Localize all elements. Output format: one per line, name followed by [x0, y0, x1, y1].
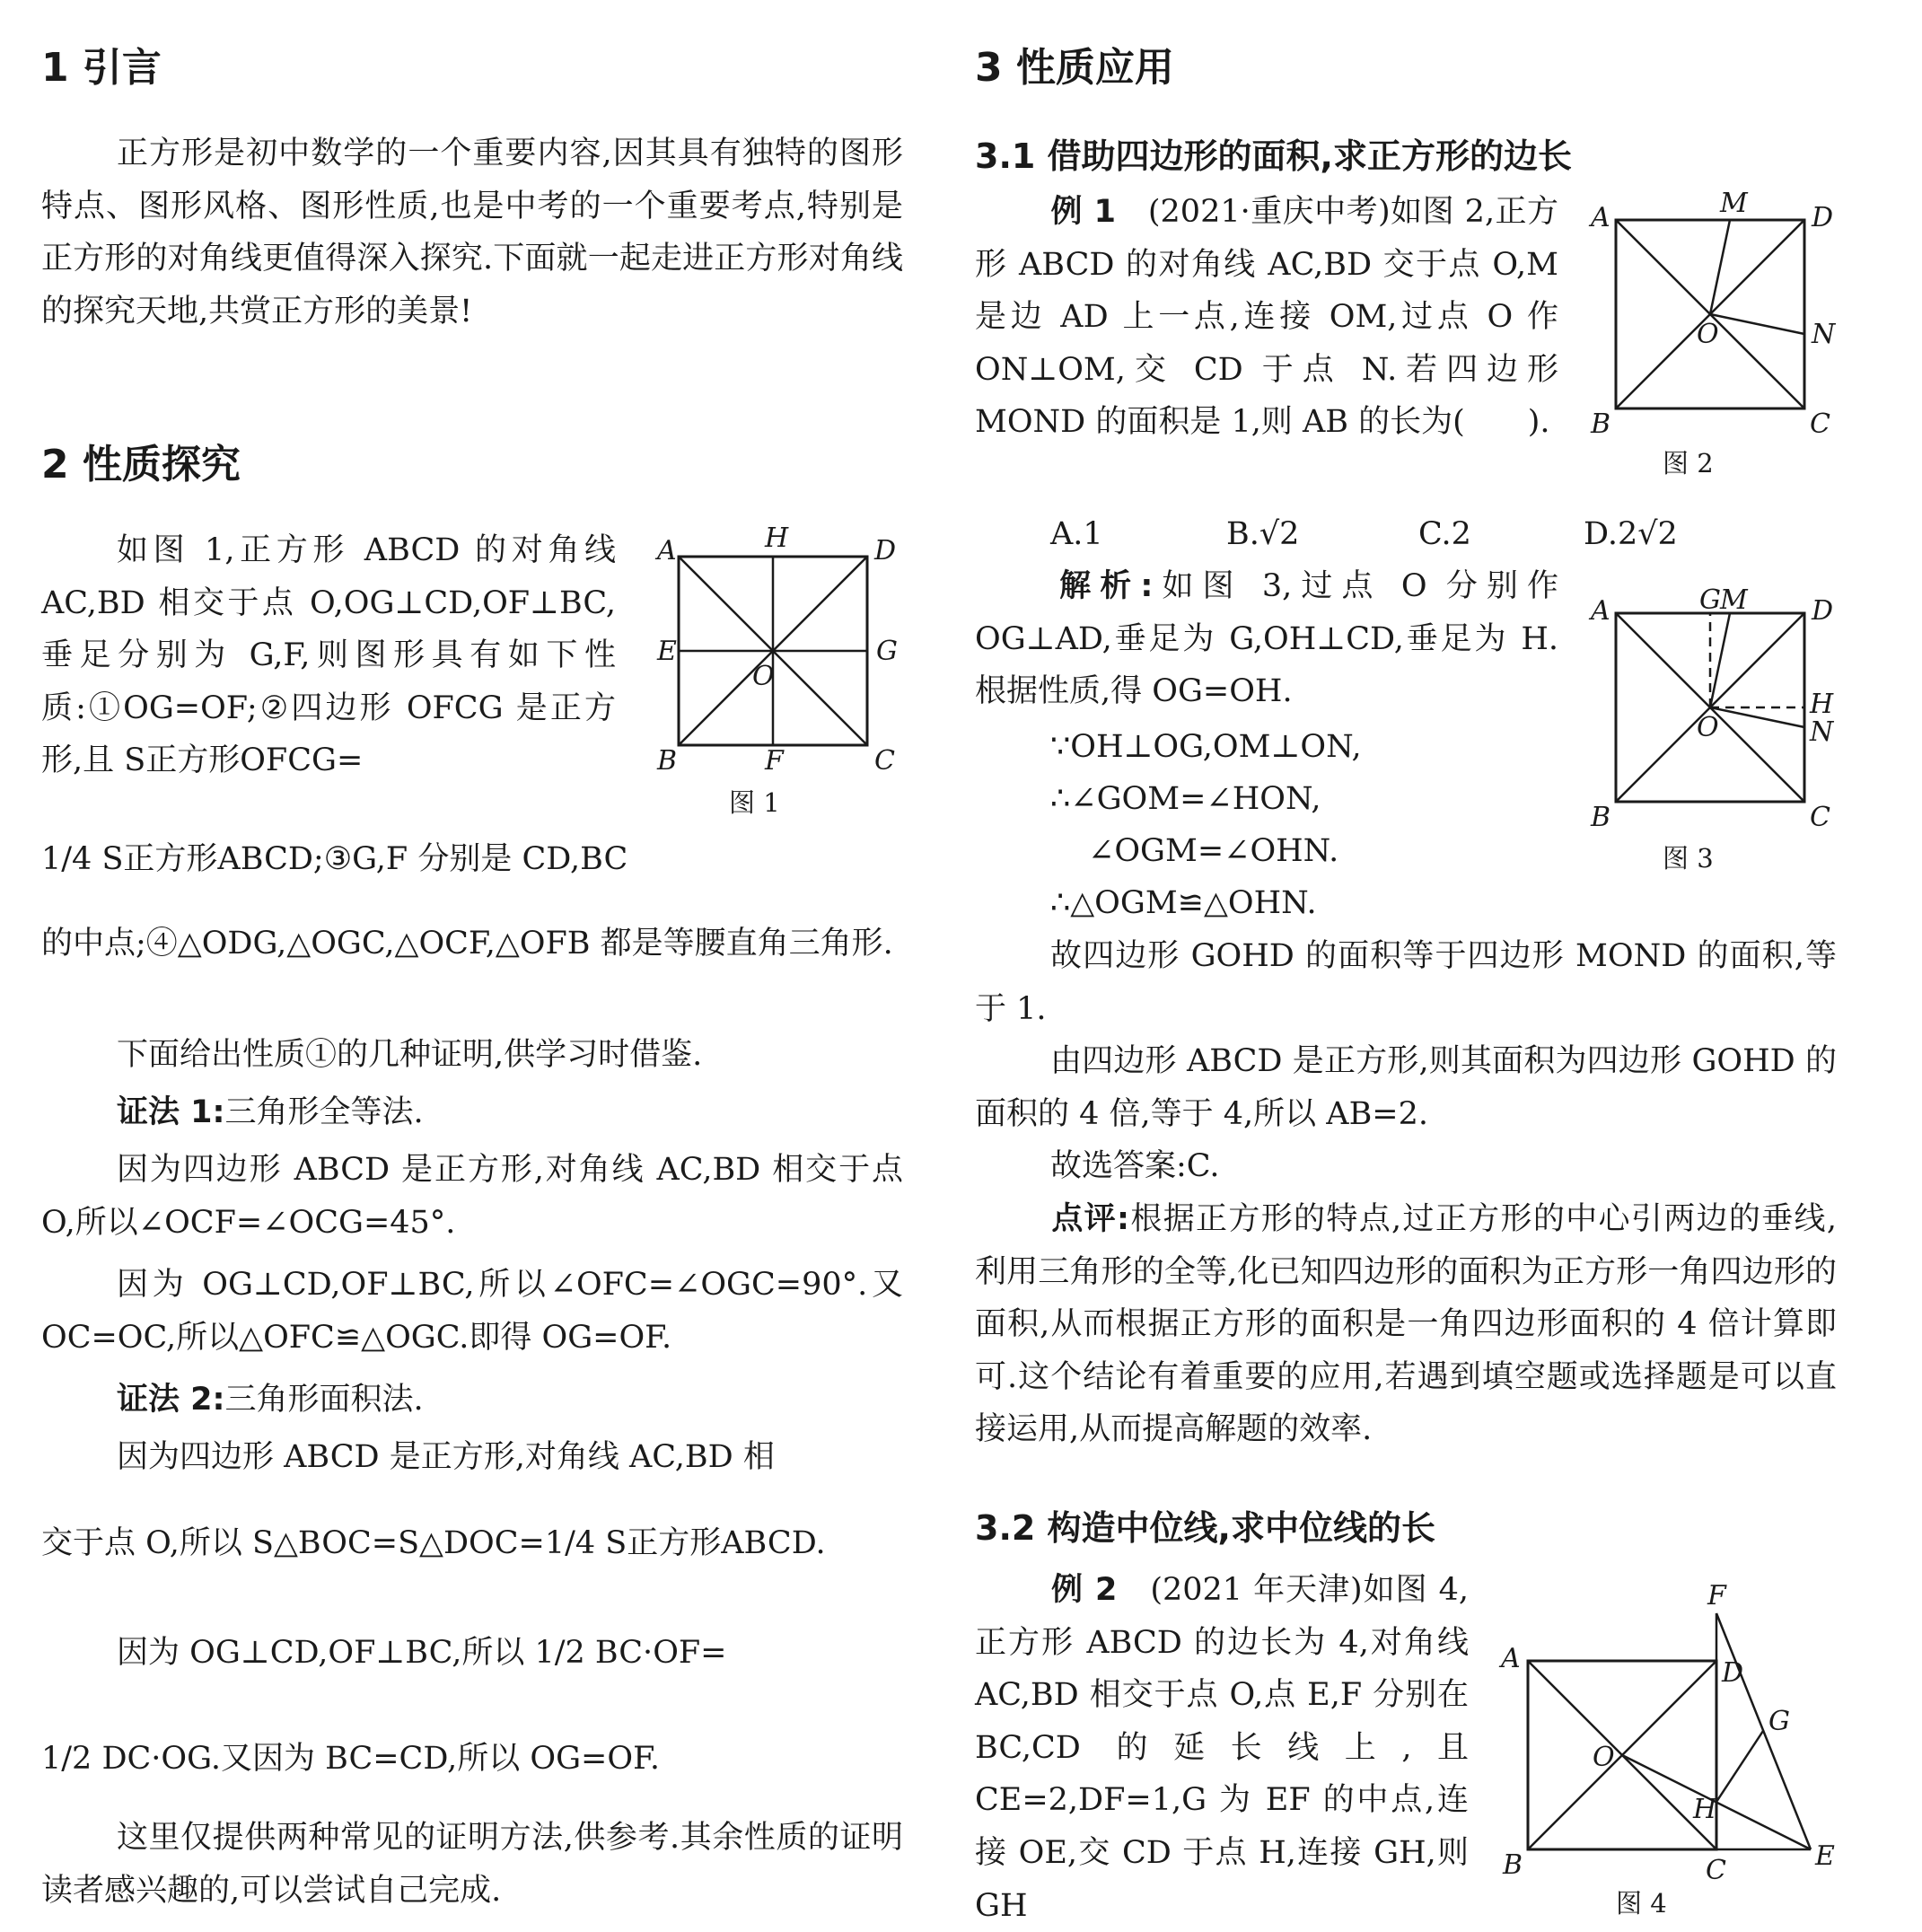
fig4-label-A: A [1501, 1643, 1521, 1674]
figure-4-caption: 图 4 [1616, 1888, 1667, 1919]
fig4-label-B: B [1503, 1849, 1523, 1881]
section-1-text: 正方形是初中数学的一个重要内容,因其具有独特的图形特点、图形风格、图形性质,也是中考的一个重要考点,特别是正方形的对角线更值得深入探究.下面就一起走进正方形对角线的探究天地,共赏正方形的美景! [41, 136, 903, 329]
solution-line-2: ∴∠GOM=∠HON, [1050, 781, 1321, 817]
section-3-title: 3 性质应用 [975, 45, 1174, 91]
closing-text: 这里仅提供两种常见的证明方法,供参考.其余性质的证明读者感兴趣的,可以尝试自己完成. [41, 1820, 903, 1909]
subsection-3-1-title: 3.1 借助四边形的面积,求正方形的边长 [975, 136, 1572, 176]
example-2-label: 例 2 [1050, 1572, 1118, 1608]
section-2-title: 2 性质探究 [41, 442, 241, 487]
proof-2-heading [117, 1374, 424, 1426]
fig2-label-D: D [1812, 202, 1834, 233]
solution-text-3: 由四边形 ABCD 是正方形,则其面积为四边形 GOHD 的面积的 4 倍,等于 4,所以 AB=2. [975, 1043, 1837, 1132]
proof-2-text: 因为四边形 ABCD 是正方形,对角线 AC,BD 相 [117, 1439, 775, 1475]
fig3-label-H: H [1810, 689, 1834, 720]
option-b: B.√2 [1226, 516, 1300, 552]
solution-line-1: ∵OH⊥OG,OM⊥ON, [1050, 729, 1362, 765]
fig1-label-F: F [765, 745, 784, 777]
fig3-label-G: G [1699, 584, 1721, 616]
fig1-label-A: A [657, 535, 677, 566]
comment-body: 根据正方形的特点,过正方形的中心引两边的垂线,利用三角形的全等,化已知四边形的面积为正方形一角四边形的面积,从而根据正方形的面积是一角四边形面积的 4 倍计算即可.这个结论有着重要的应用,若遇到填空题或选择题是可以直接运用,从而提高解题的效率. [975, 1201, 1837, 1448]
proof-2-line-2: 交于点 O,所以 S△BOC=S△DOC=1/4 S正方形ABCD. [41, 1525, 826, 1561]
section-2-text: 如图 1,正方形 ABCD 的对角线 AC,BD 相交于点 O,OG⊥CD,OF⊥BC,垂足分别为 G,F,则图形具有如下性质:①OG=OF;②四边形 OFCG 是正方形,且 S正方形OFCG= [41, 532, 616, 779]
fig3-label-C: C [1810, 802, 1830, 833]
section-2-continued: 的中点;④△ODG,△OGC,△OCF,△OFB 都是等腰直角三角形. [41, 926, 893, 962]
solution-text [975, 560, 1558, 718]
subsection-3-2-title: 3.2 构造中位线,求中位线的长 [975, 1508, 1435, 1548]
fig3-label-A: A [1591, 595, 1610, 627]
fig1-label-O: O [752, 661, 775, 692]
proof-2-label: 证法 2: [117, 1382, 225, 1418]
proof-2-name: 三角形面积法. [224, 1382, 424, 1418]
figure-3-caption: 图 3 [1663, 843, 1714, 874]
fig2-label-N: N [1812, 319, 1836, 350]
fig4-label-C: C [1706, 1855, 1726, 1886]
figure-1-caption: 图 1 [729, 787, 780, 818]
fig4-label-E: E [1815, 1840, 1835, 1872]
fig2-label-M: M [1720, 188, 1748, 219]
fig4-label-O: O [1593, 1742, 1615, 1773]
figure-3 [1589, 582, 1840, 833]
fig1-label-G: G [876, 636, 898, 667]
solution-line-3: ∠OGM=∠OHN. [1088, 833, 1339, 869]
section-1-title: 1 引言 [41, 45, 162, 91]
proof-1-text-2: 因为 OG⊥CD,OF⊥BC,所以∠OFC=∠OGC=90°.又 OC=OC,所以△OFC≌△OGC.即得 OG=OF. [41, 1267, 903, 1356]
proof-1-heading [117, 1086, 424, 1138]
example-2-body: (2021 年天津)如图 4,正方形 ABCD 的边长为 4,对角线 AC,BD 相交于点 O,点 E,F 分别在 BC,CD 的延长线上,且 CE=2,DF=1,G 为 EF 的中点,连接 OE,交 CD 于点 H,连接 GH,则 GH [975, 1572, 1469, 1924]
solution-line-4: ∴△OGM≌△OHN. [1050, 885, 1317, 921]
fig3-label-D: D [1812, 595, 1834, 627]
comment-label: 点评: [1050, 1201, 1130, 1237]
fig1-label-H: H [765, 523, 789, 554]
proof-1-text: 因为四边形 ABCD 是正方形,对角线 AC,BD 相交于点 O,所以∠OCF=∠OCG=45°. [41, 1152, 903, 1241]
fig1-label-D: D [874, 535, 897, 566]
solution-text-2: 故四边形 GOHD 的面积等于四边形 MOND 的面积,等于 1. [975, 938, 1837, 1027]
fig4-label-H: H [1693, 1794, 1717, 1825]
section-2-fraction-line: 1/4 S正方形ABCD;③G,F 分别是 CD,BC [41, 841, 628, 877]
example-1-body: (2021·重庆中考)如图 2,正方形 ABCD 的对角线 AC,BD 交于点 O,M 是边 AD 上一点,连接 OM,过点 O 作 ON⊥OM,交 CD 于点 N.若四边形 MOND 的面积是 1,则 AB 的长为( ). [975, 194, 1558, 441]
fig3-label-M: M [1720, 584, 1748, 616]
fig2-label-A: A [1591, 202, 1610, 233]
fig4-label-F: F [1707, 1580, 1726, 1611]
option-d: D.2√2 [1584, 516, 1678, 552]
option-a: A.1 [1050, 516, 1103, 552]
fig3-label-O: O [1697, 712, 1719, 743]
fig4-label-D: D [1722, 1657, 1744, 1689]
figure-2 [1589, 189, 1840, 440]
fig2-label-C: C [1810, 408, 1830, 440]
figure-1 [646, 525, 916, 821]
solution-body: 如图 3,过点 O 分别作 OG⊥AD,垂足为 G,OH⊥CD,垂足为 H.根据性质,得 OG=OH. [975, 568, 1558, 710]
fig2-label-O: O [1697, 319, 1719, 350]
solution-answer: 故选答案:C. [1050, 1148, 1220, 1184]
figure-4 [1490, 1576, 1849, 1899]
fig3-label-N: N [1810, 716, 1834, 748]
proof-2-line-3: 因为 OG⊥CD,OF⊥BC,所以 1/2 BC·OF= [117, 1635, 727, 1671]
solution-label: 解析: [1050, 568, 1154, 604]
proof-2-line-4: 1/2 DC·OG.又因为 BC=CD,所以 OG=OF. [41, 1741, 661, 1777]
section-2-intro: 下面给出性质①的几种证明,供学习时借鉴. [117, 1037, 703, 1073]
proof-1-name: 三角形全等法. [224, 1094, 424, 1130]
fig2-label-B: B [1591, 408, 1611, 440]
fig1-label-E: E [657, 636, 677, 667]
figure-2-caption: 图 2 [1663, 448, 1714, 479]
example-2-text [975, 1564, 1469, 1932]
proof-1-label: 证法 1: [117, 1094, 225, 1130]
fig1-label-C: C [874, 745, 895, 777]
fig3-label-B: B [1591, 802, 1611, 833]
example-1-label: 例 1 [1050, 194, 1116, 230]
fig4-label-G: G [1768, 1706, 1790, 1737]
fig1-label-B: B [657, 745, 678, 777]
comment-text [975, 1193, 1837, 1456]
example-1-text [975, 186, 1558, 449]
option-c: C.2 [1418, 516, 1471, 552]
